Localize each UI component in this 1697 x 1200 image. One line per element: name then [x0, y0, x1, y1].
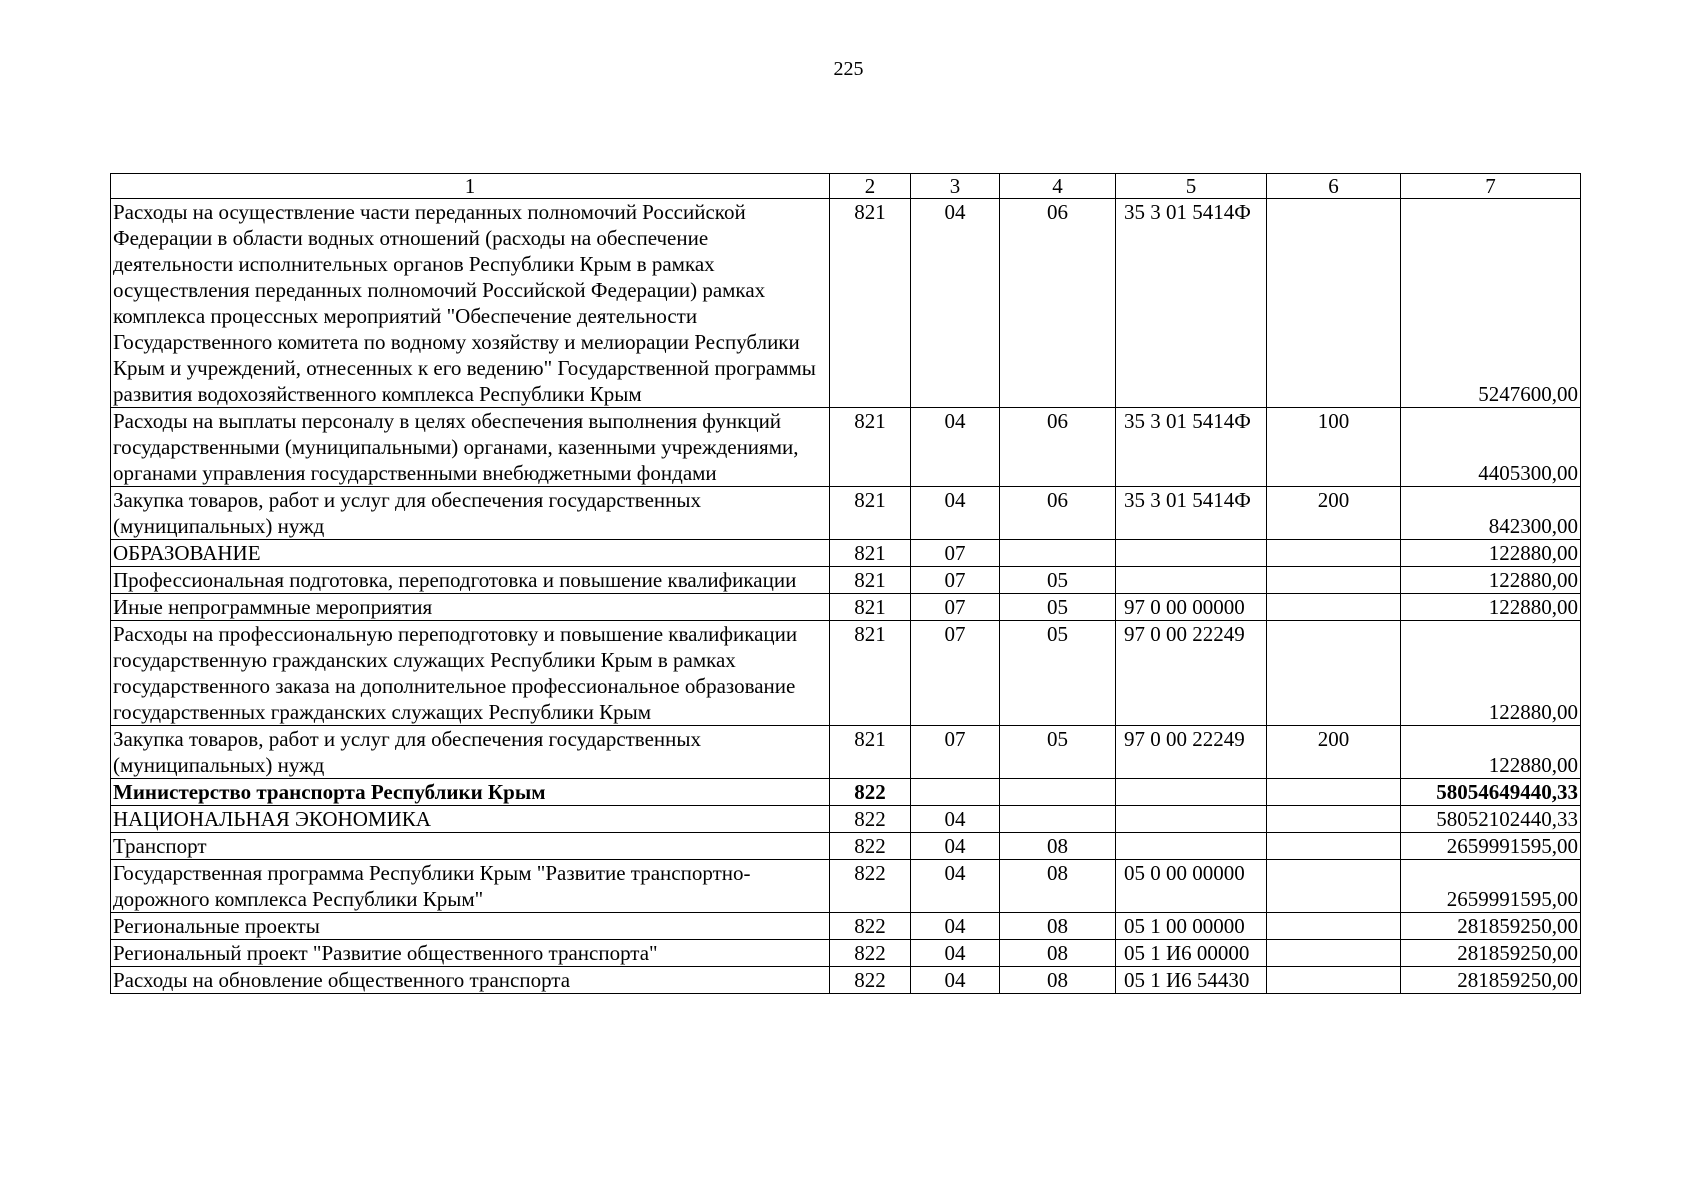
- table-row: [111, 833, 1581, 860]
- table-row: [111, 913, 1581, 940]
- table-row: [111, 408, 1581, 487]
- amount-cell: 281859250,00: [1401, 913, 1581, 940]
- table-row: [111, 940, 1581, 967]
- target-article-cell: 97 0 00 22249: [1116, 726, 1267, 779]
- expense-type-cell: [1267, 594, 1401, 621]
- description-cell: Региональные проекты: [111, 913, 830, 940]
- amount-cell: 122880,00: [1401, 540, 1581, 567]
- target-article-cell: 05 0 00 00000: [1116, 860, 1267, 913]
- expense-type-cell: [1267, 833, 1401, 860]
- admin-code-cell: 821: [830, 594, 911, 621]
- admin-code-cell: 821: [830, 199, 911, 408]
- description-cell: Государственная программа Республики Крым "Развитие транспортно-дорожного комплекса Республики Крым": [111, 860, 830, 913]
- subsection-cell: 05: [1000, 621, 1116, 726]
- table-row: [111, 567, 1581, 594]
- expense-type-cell: 100: [1267, 408, 1401, 487]
- expense-type-cell: [1267, 540, 1401, 567]
- expense-type-cell: [1267, 199, 1401, 408]
- target-article-cell: 35 3 01 5414Ф: [1116, 199, 1267, 408]
- subsection-cell: 08: [1000, 860, 1116, 913]
- header-row: [111, 174, 1581, 199]
- subsection-cell: 06: [1000, 487, 1116, 540]
- admin-code-cell: 822: [830, 967, 911, 994]
- section-cell: 07: [911, 567, 1000, 594]
- amount-cell: 122880,00: [1401, 594, 1581, 621]
- table-row: [111, 967, 1581, 994]
- section-cell: 04: [911, 940, 1000, 967]
- amount-cell: 58052102440,33: [1401, 806, 1581, 833]
- target-article-cell: 05 1 И6 00000: [1116, 940, 1267, 967]
- section-cell: 04: [911, 487, 1000, 540]
- subsection-cell: 08: [1000, 833, 1116, 860]
- section-cell: 04: [911, 199, 1000, 408]
- target-article-cell: [1116, 567, 1267, 594]
- target-article-cell: 05 1 00 00000: [1116, 913, 1267, 940]
- amount-cell: 122880,00: [1401, 567, 1581, 594]
- subsection-cell: 06: [1000, 199, 1116, 408]
- header-cell-5: 5: [1116, 174, 1267, 199]
- budget-table: [110, 173, 1581, 994]
- target-article-cell: 97 0 00 00000: [1116, 594, 1267, 621]
- header-cell-3: 3: [911, 174, 1000, 199]
- table-row: [111, 621, 1581, 726]
- section-cell: [911, 779, 1000, 806]
- subsection-cell: 05: [1000, 594, 1116, 621]
- description-cell: Профессиональная подготовка, переподготовка и повышение квалификации: [111, 567, 830, 594]
- expense-type-cell: [1267, 967, 1401, 994]
- table-body: [111, 174, 1581, 994]
- amount-cell: 122880,00: [1401, 726, 1581, 779]
- amount-cell: 842300,00: [1401, 487, 1581, 540]
- subsection-cell: [1000, 779, 1116, 806]
- description-cell: Расходы на профессиональную переподготовку и повышение квалификации государственную гражданских служащих Республики Крым в рамках государственного заказа на дополнительное профессиональное образование государственных гражданских служащих Республики Крым: [111, 621, 830, 726]
- description-cell: Закупка товаров, работ и услуг для обеспечения государственных (муниципальных) нужд: [111, 487, 830, 540]
- table-row: [111, 594, 1581, 621]
- amount-cell: 5247600,00: [1401, 199, 1581, 408]
- target-article-cell: 35 3 01 5414Ф: [1116, 408, 1267, 487]
- amount-cell: 2659991595,00: [1401, 833, 1581, 860]
- target-article-cell: [1116, 540, 1267, 567]
- section-cell: 07: [911, 540, 1000, 567]
- subsection-cell: 08: [1000, 967, 1116, 994]
- description-cell: Расходы на обновление общественного транспорта: [111, 967, 830, 994]
- expense-type-cell: [1267, 567, 1401, 594]
- section-cell: 07: [911, 726, 1000, 779]
- header-cell-4: 4: [1000, 174, 1116, 199]
- header-cell-2: 2: [830, 174, 911, 199]
- description-cell: Закупка товаров, работ и услуг для обеспечения государственных (муниципальных) нужд: [111, 726, 830, 779]
- section-cell: 04: [911, 967, 1000, 994]
- section-cell: 04: [911, 806, 1000, 833]
- admin-code-cell: 821: [830, 567, 911, 594]
- target-article-cell: [1116, 833, 1267, 860]
- section-cell: 07: [911, 621, 1000, 726]
- amount-cell: 2659991595,00: [1401, 860, 1581, 913]
- subsection-cell: 05: [1000, 567, 1116, 594]
- expense-type-cell: [1267, 779, 1401, 806]
- description-cell: Расходы на осуществление части переданных полномочий Российской Федерации в области водных отношений (расходы на обеспечение деятельности исполнительных органов Республики Крым в рамках осуществления переданных полномочий Российской Федерации) рамках комплекса процессных мероприятий "Обеспечение деятельности Государственного комитета по водному хозяйству и мелиорации Республики Крым и учреждений, отнесенных к его ведению" Государственной программы развития водохозяйственного комплекса Республики Крым: [111, 199, 830, 408]
- admin-code-cell: 821: [830, 621, 911, 726]
- subsection-cell: 08: [1000, 940, 1116, 967]
- admin-code-cell: 821: [830, 540, 911, 567]
- target-article-cell: [1116, 779, 1267, 806]
- amount-cell: 281859250,00: [1401, 967, 1581, 994]
- section-cell: 04: [911, 860, 1000, 913]
- section-cell: 04: [911, 833, 1000, 860]
- expense-type-cell: [1267, 621, 1401, 726]
- expense-type-cell: [1267, 860, 1401, 913]
- target-article-cell: 35 3 01 5414Ф: [1116, 487, 1267, 540]
- admin-code-cell: 821: [830, 487, 911, 540]
- description-cell: Министерство транспорта Республики Крым: [111, 779, 830, 806]
- subsection-cell: 05: [1000, 726, 1116, 779]
- description-cell: Иные непрограммные мероприятия: [111, 594, 830, 621]
- page-number: 225: [833, 58, 864, 80]
- admin-code-cell: 822: [830, 806, 911, 833]
- subsection-cell: 06: [1000, 408, 1116, 487]
- subsection-cell: [1000, 806, 1116, 833]
- amount-cell: 281859250,00: [1401, 940, 1581, 967]
- description-cell: Региональный проект "Развитие общественного транспорта": [111, 940, 830, 967]
- subsection-cell: 08: [1000, 913, 1116, 940]
- target-article-cell: [1116, 806, 1267, 833]
- admin-code-cell: 821: [830, 726, 911, 779]
- expense-type-cell: 200: [1267, 487, 1401, 540]
- description-cell: Расходы на выплаты персоналу в целях обеспечения выполнения функций государственными (муниципальными) органами, казенными учреждениями, органами управления государственными внебюджетными фондами: [111, 408, 830, 487]
- subsection-cell: [1000, 540, 1116, 567]
- table-row: [111, 199, 1581, 408]
- target-article-cell: 97 0 00 22249: [1116, 621, 1267, 726]
- admin-code-cell: 822: [830, 940, 911, 967]
- description-cell: НАЦИОНАЛЬНАЯ ЭКОНОМИКА: [111, 806, 830, 833]
- expense-type-cell: [1267, 806, 1401, 833]
- admin-code-cell: 822: [830, 913, 911, 940]
- admin-code-cell: 822: [830, 860, 911, 913]
- amount-cell: 4405300,00: [1401, 408, 1581, 487]
- admin-code-cell: 821: [830, 408, 911, 487]
- section-cell: 04: [911, 408, 1000, 487]
- amount-cell: 122880,00: [1401, 621, 1581, 726]
- section-cell: 07: [911, 594, 1000, 621]
- table-row: [111, 726, 1581, 779]
- table-row: [111, 806, 1581, 833]
- admin-code-cell: 822: [830, 779, 911, 806]
- table-row: [111, 860, 1581, 913]
- description-cell: ОБРАЗОВАНИЕ: [111, 540, 830, 567]
- header-cell-6: 6: [1267, 174, 1401, 199]
- header-cell-7: 7: [1401, 174, 1581, 199]
- expense-type-cell: [1267, 913, 1401, 940]
- admin-code-cell: 822: [830, 833, 911, 860]
- table-row: [111, 487, 1581, 540]
- table-row: [111, 779, 1581, 806]
- expense-type-cell: [1267, 940, 1401, 967]
- amount-cell: 58054649440,33: [1401, 779, 1581, 806]
- expense-type-cell: 200: [1267, 726, 1401, 779]
- table-row: [111, 540, 1581, 567]
- target-article-cell: 05 1 И6 54430: [1116, 967, 1267, 994]
- section-cell: 04: [911, 913, 1000, 940]
- header-cell-1: 1: [111, 174, 830, 199]
- description-cell: Транспорт: [111, 833, 830, 860]
